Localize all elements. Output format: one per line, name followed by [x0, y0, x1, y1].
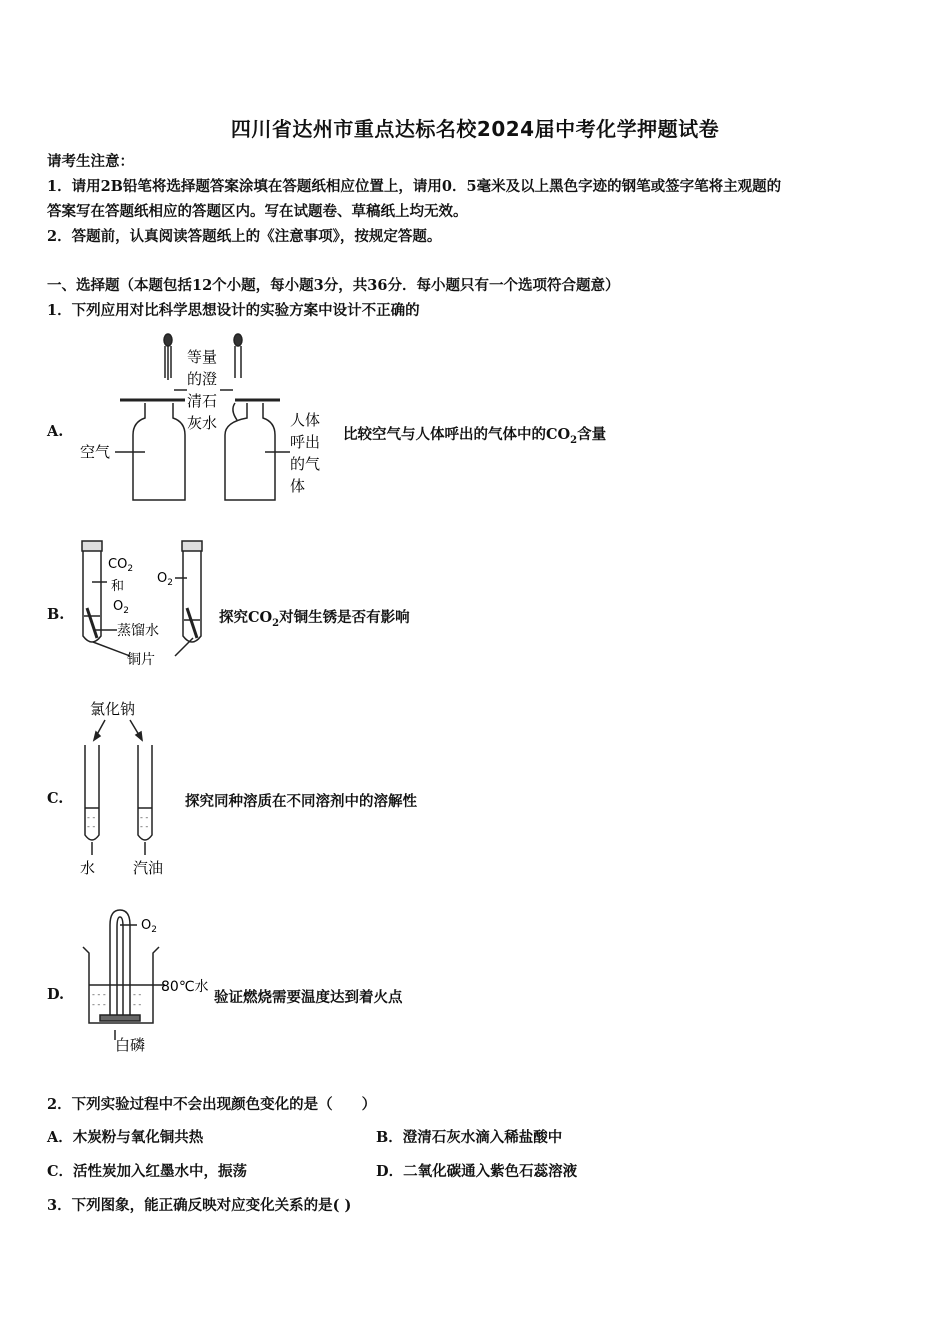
q1-option-a-label: A.	[47, 423, 64, 440]
svg-text:- -: - -	[133, 1000, 142, 1009]
svg-text:的澄: 的澄	[187, 370, 218, 388]
section1-heading: 一、选择题（本题包括12个小题，每小题3分，共36分．每小题只有一个选项符合题意）	[47, 277, 620, 294]
q2-stem: 2．下列实验过程中不会出现颜色变化的是（ ）	[47, 1096, 377, 1113]
svg-text:和: 和	[111, 579, 125, 594]
q2-option-a: A．木炭粉与氧化铜共热	[47, 1129, 204, 1146]
svg-text:等量: 等量	[187, 348, 218, 366]
q2-option-c: C．活性炭加入红墨水中，振荡	[47, 1163, 248, 1180]
q1-option-a-figure	[75, 330, 340, 505]
svg-text:蒸馏水: 蒸馏水	[117, 623, 159, 639]
svg-text:呼出: 呼出	[290, 433, 321, 451]
q1-option-d-desc: 验证燃烧需要温度达到着火点	[214, 989, 403, 1006]
svg-text:体: 体	[290, 477, 306, 495]
q3-stem: 3．下列图象，能正确反映对应变化关系的是( )	[47, 1197, 352, 1214]
notice-item1-line1: 1．请用2B铅笔将选择题答案涂填在答题纸相应位置上，请用0．5毫米及以上黑色字迹的钢笔或签字笔将主观题的	[47, 178, 782, 195]
svg-text:- - -: - - -	[92, 990, 106, 999]
notice-item2: 2．答题前，认真阅读答题纸上的《注意事项》，按规定答题。	[47, 228, 442, 245]
svg-text:清石: 清石	[187, 392, 218, 410]
q1-option-c-figure	[75, 695, 185, 880]
q1-option-b-figure	[75, 538, 220, 673]
svg-text:O2: $O_2$	[141, 918, 157, 935]
q1-option-c-label: C.	[47, 790, 64, 807]
q1-option-b-label: B.	[47, 606, 65, 623]
q1-option-d-figure	[75, 905, 215, 1055]
svg-text:80℃水: 80℃水	[161, 979, 209, 995]
q1-option-b-desc: 探究$CO_2$对铜生锈是否有影响	[219, 609, 410, 629]
svg-text:汽油: 汽油	[133, 859, 164, 877]
svg-text:灰水: 灰水	[187, 414, 218, 432]
svg-text:CO2: $CO_2$	[108, 557, 134, 574]
q2-option-b: B．澄清石灰水滴入稀盐酸中	[376, 1129, 563, 1146]
q2-option-d: D．二氧化碳通入紫色石蕊溶液	[376, 1163, 578, 1180]
svg-text:的气: 的气	[290, 455, 321, 473]
svg-text:O2: $O_2$	[113, 599, 129, 616]
svg-text:- -: - -	[140, 813, 149, 822]
q1-option-d-label: D.	[47, 986, 65, 1003]
svg-text:O2: $O_2$	[157, 571, 173, 588]
svg-text:- -: - -	[133, 990, 142, 999]
notice-heading: 请考生注意：	[47, 153, 134, 170]
q1-option-a-desc: 比较空气与人体呼出的气体中的$CO_2$含量	[343, 426, 607, 446]
svg-text:铜片: 铜片	[127, 652, 155, 668]
q1-option-c-desc: 探究同种溶质在不同溶剂中的溶解性	[185, 793, 417, 810]
svg-text:- -: - -	[87, 813, 96, 822]
svg-text:- -: - -	[87, 822, 96, 831]
svg-text:人体: 人体	[290, 411, 321, 429]
svg-text:空气: 空气	[80, 443, 111, 461]
svg-text:氯化钠: 氯化钠	[90, 700, 136, 718]
page-title: 四川省达州市重点达标名校2024届中考化学押题试卷	[230, 117, 720, 141]
dropper-bulb-icon	[164, 334, 172, 346]
q1-stem: 1．下列应用对比科学思想设计的实验方案中设计不正确的	[47, 302, 420, 319]
svg-text:- -: - -	[140, 822, 149, 831]
svg-text:- - -: - - -	[92, 1000, 106, 1009]
svg-text:水: 水	[80, 859, 96, 877]
svg-text:白磷: 白磷	[115, 1036, 146, 1054]
notice-item1-line2: 答案写在答题纸相应的答题区内。写在试题卷、草稿纸上均无效。	[47, 203, 468, 220]
